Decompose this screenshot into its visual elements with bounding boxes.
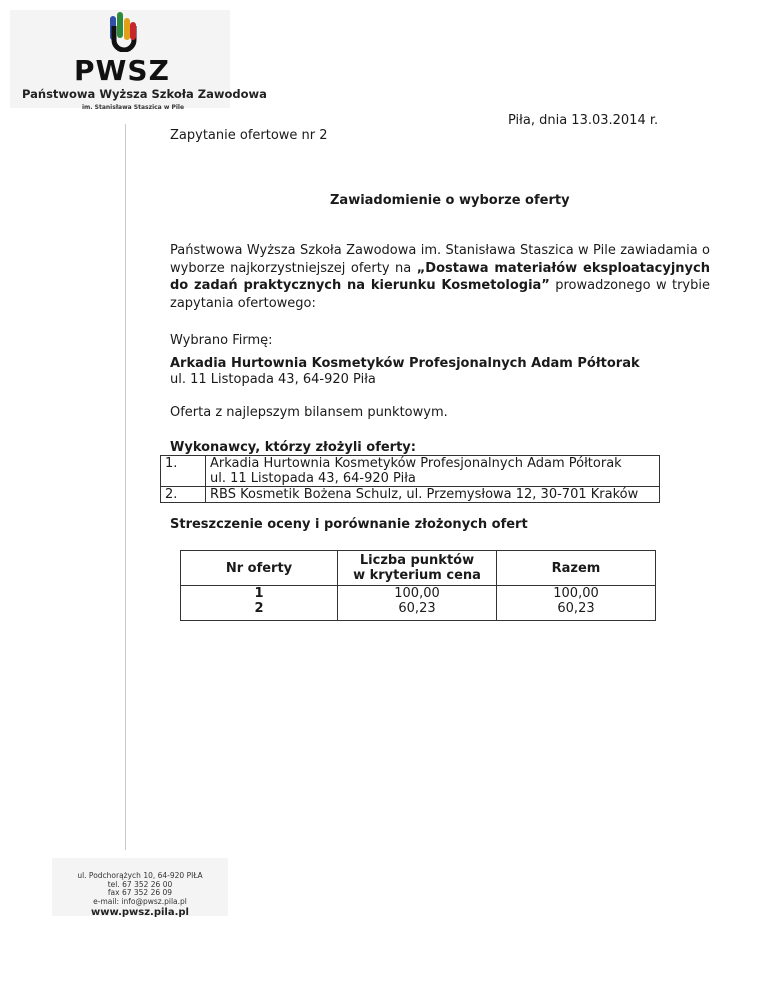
footer-address: ul. Podchorążych 10, 64-920 PIŁA <box>77 871 203 880</box>
contractor-cell <box>206 456 660 487</box>
document-date: Piła, dnia 13.03.2014 r. <box>508 113 659 128</box>
selection-reason: Oferta z najlepszym bilansem punktowym. <box>170 405 448 420</box>
footer-fax: fax 67 352 26 09 <box>107 888 173 897</box>
summary-heading: Streszczenie oceny i porównanie złożonych ofert <box>170 517 528 532</box>
col-header-offer-number: Nr oferty <box>181 551 338 586</box>
margin-divider <box>125 124 126 850</box>
institution-name: Państwowa Wyższa Szkoła Zawodowa <box>22 87 267 101</box>
intro-paragraph <box>170 242 710 312</box>
letterhead-logo <box>10 10 267 111</box>
contractor-address: ul. 11 Listopada 43, 64-920 Piła <box>210 471 416 486</box>
document-title: Zawiadomienie o wyborze oferty <box>330 193 570 208</box>
institution-subtitle: im. Stanisława Staszica w Pile <box>82 104 185 111</box>
table-header-row <box>181 551 656 586</box>
inquiry-number: Zapytanie ofertowe nr 2 <box>170 128 328 143</box>
footer-phone: tel. 67 352 26 00 <box>107 879 173 889</box>
logo-wordmark: PWSZ <box>74 54 170 87</box>
table-row <box>181 601 656 621</box>
contractor-number: 2. <box>161 487 206 503</box>
chosen-label: Wybrano Firmę: <box>170 333 273 348</box>
offer-number: 2 <box>181 601 338 621</box>
contractors-table <box>160 455 660 503</box>
offer-total: 60,23 <box>497 601 656 621</box>
table-row <box>161 456 660 487</box>
pwsz-emblem-icon <box>108 12 144 52</box>
contractors-heading: Wykonawcy, którzy złożyli oferty: <box>170 440 416 455</box>
offer-points: 100,00 <box>338 586 497 602</box>
contractor-number: 1. <box>161 456 206 487</box>
col-header-total: Razem <box>497 551 656 586</box>
footer-email: e-mail: info@pwsz.pila.pl <box>93 896 187 906</box>
offer-total: 100,00 <box>497 586 656 602</box>
offer-number: 1 <box>181 586 338 602</box>
contractor-name: Arkadia Hurtownia Kosmetyków Profesjonalnych Adam Półtorak <box>210 456 622 471</box>
intro-subject: „Dostawa materiałów eksploatacyjnych do zadań praktycznych na kierunku Kosmetologia” <box>170 260 710 293</box>
contractor-name: RBS Kosmetik Bożena Schulz, ul. Przemysłowa 12, 30-701 Kraków <box>206 487 660 503</box>
col-header-points-line2: w kryterium cena <box>353 568 481 583</box>
footer-website-link[interactable]: www.pwsz.pila.pl <box>91 907 189 918</box>
intro-text-1: Państwowa Wyższa Szkoła Zawodowa im. Stanisława Staszica w Pile zawiadamia o wyborze najkorzystniejszej oferty na <box>170 243 710 276</box>
chosen-address: ul. 11 Listopada 43, 64-920 Piła <box>170 372 376 387</box>
offer-points: 60,23 <box>338 601 497 621</box>
letterhead-footer <box>52 858 228 916</box>
col-header-points-line1: Liczba punktów <box>359 553 475 568</box>
table-row <box>181 586 656 602</box>
chosen-company: Arkadia Hurtownia Kosmetyków Profesjonalnych Adam Półtorak <box>170 356 640 371</box>
col-header-points <box>338 551 497 586</box>
intro-text-2: prowadzonego w trybie zapytania ofertowego: <box>170 278 710 311</box>
table-row <box>161 487 660 503</box>
scores-table <box>180 550 656 621</box>
